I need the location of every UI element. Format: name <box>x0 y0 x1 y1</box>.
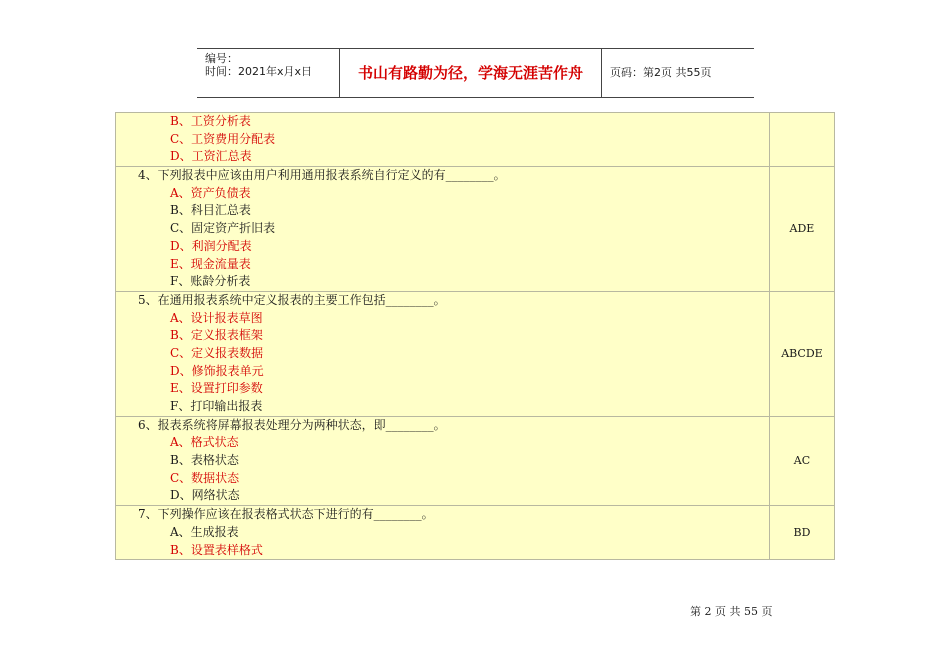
question-row <box>116 113 835 167</box>
question-option: B、工资分析表 <box>170 114 251 128</box>
question-row <box>116 167 835 292</box>
question-row <box>116 506 835 560</box>
question-option: D、利润分配表 <box>170 238 252 253</box>
question-table <box>115 112 835 560</box>
question-option: B、定义报表框架 <box>170 328 263 343</box>
question-option: B、设置表样格式 <box>170 542 263 557</box>
question-stem: 6、报表系统将屏幕报表处理分为两种状态，即________。 <box>138 417 446 432</box>
question-stem: 5、在通用报表系统中定义报表的主要工作包括________。 <box>138 292 446 307</box>
question-option: A、生成报表 <box>170 524 239 539</box>
answer-cell <box>769 113 834 167</box>
question-option: E、设置打印参数 <box>170 381 263 396</box>
answer-cell: AC <box>769 416 834 505</box>
question-option: D、网络状态 <box>170 488 240 503</box>
question-cell <box>116 291 770 416</box>
page-header <box>197 48 754 98</box>
answer-cell: ADE <box>769 167 834 292</box>
number-label: 编号： <box>205 52 238 65</box>
question-option: A、资产负债表 <box>170 185 251 200</box>
question-option: C、工资费用分配表 <box>170 131 276 146</box>
question-stem: 7、下列操作应该在报表格式状态下进行的有________。 <box>138 507 434 522</box>
answer-cell: BD <box>769 506 834 560</box>
question-option: F、打印输出报表 <box>170 399 263 413</box>
question-cell <box>116 416 770 505</box>
question-option: D、工资汇总表 <box>170 149 252 164</box>
question-cell <box>116 113 770 167</box>
header-motto: 书山有路勤为径，学海无涯苦作舟 <box>357 64 583 82</box>
question-option: B、表格状态 <box>170 453 239 468</box>
question-option: C、定义报表数据 <box>170 345 264 360</box>
question-option: E、现金流量表 <box>170 256 251 271</box>
header-meta <box>197 49 339 97</box>
question-row <box>116 416 835 505</box>
question-option: A、设计报表草图 <box>170 310 263 325</box>
question-option: A、格式状态 <box>170 435 239 450</box>
question-stem: 4、下列报表中应该由用户利用通用报表系统自行定义的有________。 <box>138 168 506 183</box>
question-row <box>116 291 835 416</box>
question-option: C、数据状态 <box>170 470 240 485</box>
header-divider <box>601 49 602 97</box>
question-cell <box>116 506 770 560</box>
question-option: C、固定资产折旧表 <box>170 221 276 236</box>
time-label: 时间：2021年x月x日 <box>205 65 313 78</box>
header-page-info: 页码：第2页 共55页 <box>610 66 712 79</box>
question-option: B、科目汇总表 <box>170 203 251 218</box>
page-footer: 第 2 页 共 55 页 <box>690 605 773 618</box>
question-option: D、修饰报表单元 <box>170 363 264 378</box>
answer-cell: ABCDE <box>769 291 834 416</box>
question-option: F、账龄分析表 <box>170 274 251 289</box>
question-cell <box>116 167 770 292</box>
